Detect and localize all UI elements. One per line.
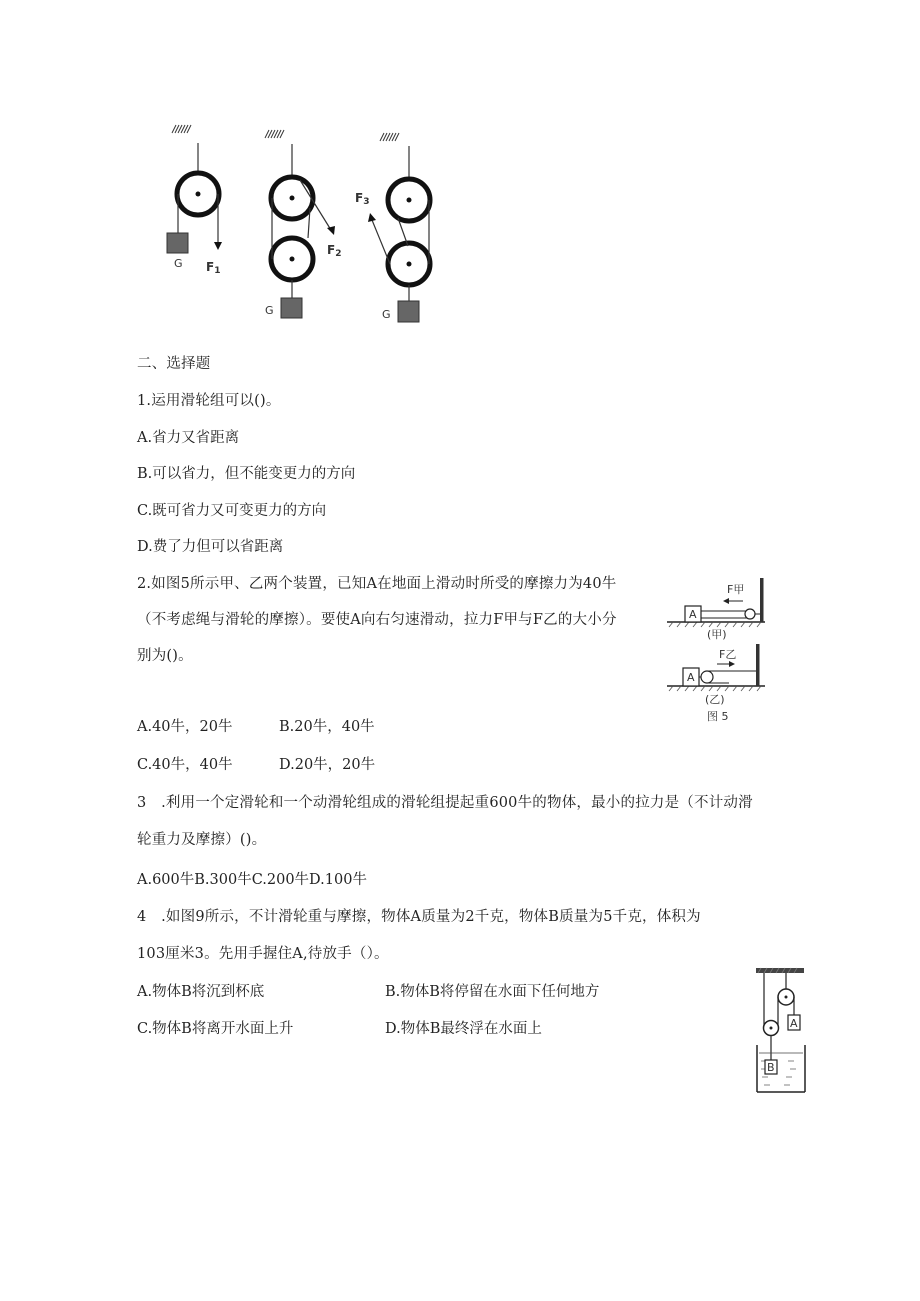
block-a-label: A bbox=[689, 608, 697, 621]
ceiling-hatch bbox=[380, 133, 399, 141]
block-a-label: A bbox=[687, 671, 695, 684]
caption-jia: (甲) bbox=[707, 628, 727, 641]
weight-block bbox=[398, 301, 419, 322]
question-1-stem: 1.运用滑轮组可以()。 bbox=[137, 393, 281, 409]
weight-block bbox=[167, 233, 188, 253]
question-3-stem-line-2: 轮重力及摩擦）()。 bbox=[137, 832, 267, 848]
weight-label: G bbox=[265, 304, 274, 317]
ceiling-hatch bbox=[172, 125, 191, 133]
question-4-option-b[interactable]: B.物体B将停留在水面下任何地方 bbox=[385, 984, 600, 1000]
pulley-figures bbox=[150, 118, 450, 333]
question-3-stem-line-1: 3 .利用一个定滑轮和一个动滑轮组成的滑轮组提起重600牛的物体，最小的拉力是（不计动滑 bbox=[137, 795, 753, 811]
pulley bbox=[701, 671, 713, 683]
ceiling-hatch bbox=[265, 130, 284, 138]
question-1-option-a[interactable]: A.省力又省距离 bbox=[137, 430, 240, 446]
weight-label: G bbox=[174, 257, 183, 270]
section-title: 二、选择题 bbox=[137, 356, 211, 372]
question-4-stem-line-2: 103厘米3。先用手握住A,待放手（）。 bbox=[137, 946, 389, 962]
force-label-f1: F1 bbox=[206, 260, 221, 276]
pulley-figure-1 bbox=[167, 125, 222, 276]
question-4-stem-line-1: 4 .如图9所示，不计滑轮重与摩擦，物体A质量为2千克，物体B质量为5千克，体积为 bbox=[137, 909, 701, 925]
pulley-figure-2 bbox=[265, 130, 341, 318]
force-yi-label: F乙 bbox=[719, 648, 737, 661]
pulley bbox=[745, 609, 755, 619]
figure-5-yi bbox=[667, 644, 765, 723]
block-b-label: B bbox=[767, 1061, 775, 1074]
weight-block bbox=[281, 298, 302, 318]
force-label-f2: F2 bbox=[327, 243, 342, 259]
question-2-stem-line-3: 别为()。 bbox=[137, 648, 193, 664]
question-3-options[interactable]: A.600牛B.300牛C.200牛D.100牛 bbox=[137, 872, 367, 888]
question-4-option-a[interactable]: A.物体B将沉到杯底 bbox=[137, 984, 265, 1000]
question-2-option-c[interactable]: C.40牛，40牛 bbox=[137, 757, 233, 773]
figure-5-caption: 图 5 bbox=[707, 710, 729, 723]
question-2-option-b[interactable]: B.20牛，40牛 bbox=[279, 719, 375, 735]
figure-9 bbox=[752, 965, 810, 1097]
question-2-stem-line-1: 2.如图5所示甲、乙两个装置，已知A在地面上滑动时所受的摩擦力为40牛 bbox=[137, 576, 617, 592]
figure-5 bbox=[665, 572, 771, 727]
question-1-option-d[interactable]: D.费了力但可以省距离 bbox=[137, 539, 284, 555]
question-4-option-d[interactable]: D.物体B最终浮在水面上 bbox=[385, 1021, 542, 1037]
question-1-option-b[interactable]: B.可以省力，但不能变更力的方向 bbox=[137, 466, 356, 482]
force-jia-label: F甲 bbox=[727, 583, 745, 596]
weight-label: G bbox=[382, 308, 391, 321]
block-a-label: A bbox=[790, 1017, 798, 1030]
caption-yi: (乙) bbox=[705, 693, 725, 706]
figure-5-jia bbox=[667, 578, 765, 641]
pulley-figure-3 bbox=[355, 133, 430, 322]
question-2-option-d[interactable]: D.20牛，20牛 bbox=[279, 757, 376, 773]
question-2-stem-line-2: （不考虑绳与滑轮的摩擦）。要使A向右匀速滑动，拉力F甲与F乙的大小分 bbox=[137, 612, 617, 628]
force-label-f3: F3 bbox=[355, 191, 370, 207]
question-1-option-c[interactable]: C.既可省力又可变更力的方向 bbox=[137, 503, 327, 519]
question-4-option-c[interactable]: C.物体B将离开水面上升 bbox=[137, 1021, 294, 1037]
question-2-option-a[interactable]: A.40牛，20牛 bbox=[137, 719, 233, 735]
